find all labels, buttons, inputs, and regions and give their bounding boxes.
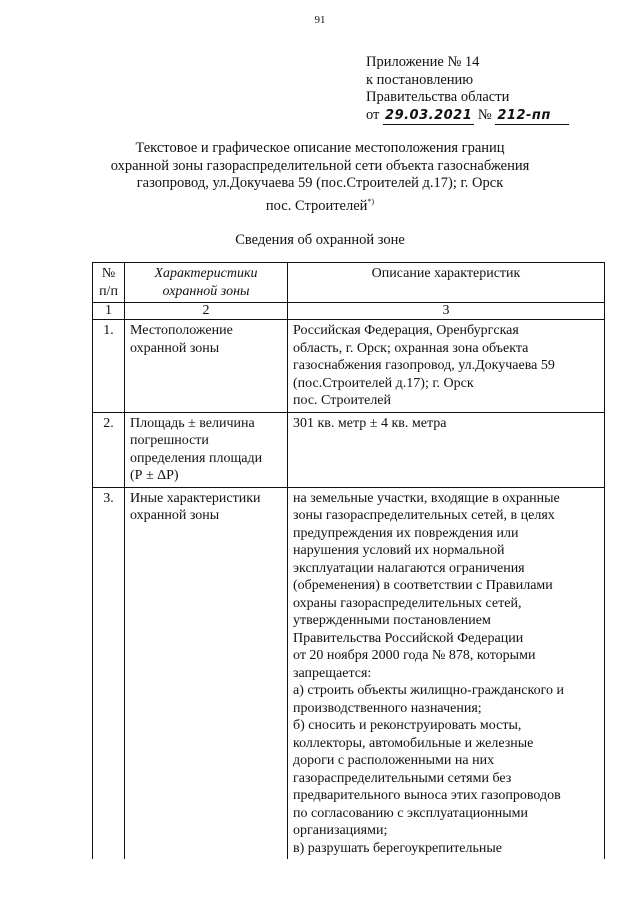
title-line-3: газопровод, ул.Докучаева 59 (пос.Строителей д.17); г. Орск bbox=[136, 175, 504, 191]
column-number-1: 1 bbox=[93, 303, 125, 320]
header-number: № п/п bbox=[93, 263, 125, 303]
description-line: от 20 ноября 2000 года № 878, которыми bbox=[293, 648, 536, 663]
row-number: 3. bbox=[93, 487, 125, 859]
description-line: б) сносить и реконструировать мосты, bbox=[293, 718, 522, 733]
column-number-row bbox=[93, 303, 605, 320]
handwritten-date: 29.03.2021 bbox=[383, 107, 474, 126]
characteristic-line: погрешности bbox=[130, 433, 209, 448]
table-row bbox=[93, 320, 605, 413]
appendix-line-1: Приложение № 14 bbox=[366, 54, 480, 70]
characteristic-line: (Р ± ΔР) bbox=[130, 468, 179, 483]
description-line: эксплуатации налагаются ограничения bbox=[293, 560, 525, 576]
title-line-4-text: пос. Строителей bbox=[265, 197, 368, 214]
date-prefix: от bbox=[366, 106, 380, 123]
description-line: коллекторы, автомобильные и железные bbox=[293, 735, 534, 751]
appendix-line-3: Правительства области bbox=[366, 89, 510, 105]
row-description bbox=[288, 487, 605, 859]
description-line: (пос.Строителей д.17); г. Орск bbox=[293, 375, 474, 391]
row-description bbox=[288, 320, 605, 413]
description-line: Правительства Российской Федерации bbox=[293, 630, 524, 646]
characteristic-line: определения площади bbox=[130, 450, 263, 466]
description-line: предупреждения их повреждения или bbox=[293, 525, 519, 541]
appendix-line-2: к постановлению bbox=[366, 71, 474, 88]
table-header-row bbox=[93, 263, 605, 303]
description-line: по согласованию с эксплуатационными bbox=[293, 805, 528, 821]
description-line: запрещается: bbox=[293, 665, 372, 681]
description-line: производственного назначения; bbox=[293, 700, 482, 716]
column-number-2: 2 bbox=[125, 303, 288, 320]
table-row bbox=[93, 412, 605, 487]
description-line: утвержденными постановлением bbox=[293, 613, 491, 628]
description-line: охраны газораспределительных сетей, bbox=[293, 595, 522, 611]
section-subtitle: Сведения об охранной зоне bbox=[235, 232, 405, 248]
row-description bbox=[288, 412, 605, 487]
description-line: пос. Строителей bbox=[293, 393, 392, 408]
row-number: 2. bbox=[93, 412, 125, 487]
characteristic-line: Иные характеристики bbox=[130, 490, 261, 506]
header-characteristics: Характеристики охранной зоны bbox=[125, 263, 288, 303]
appendix-block bbox=[366, 54, 569, 125]
description-line: (обременения) в соответствии с Правилами bbox=[293, 578, 553, 593]
row-characteristic: Местоположение охранной зоны bbox=[125, 320, 288, 413]
document-title bbox=[0, 140, 640, 215]
column-number-3: 3 bbox=[288, 303, 605, 320]
table-row bbox=[93, 487, 605, 859]
description-line: организациями; bbox=[293, 823, 388, 838]
description-line: область, г. Орск; охранная зона объекта bbox=[293, 340, 529, 356]
header-description: Описание характеристик bbox=[288, 263, 605, 303]
description-line: предварительного выноса этих газопроводов bbox=[293, 788, 561, 803]
row-characteristic bbox=[125, 487, 288, 859]
description-line: в) разрушать берегоукрепительные bbox=[293, 840, 503, 856]
characteristic-line: Площадь ± величина bbox=[130, 415, 255, 431]
description-line: зоны газораспределительных сетей, в целях bbox=[293, 508, 555, 523]
row-characteristic bbox=[125, 412, 288, 487]
row-number: 1. bbox=[93, 320, 125, 413]
handwritten-number: 212-пп bbox=[495, 107, 569, 126]
description-line: нарушения условий их нормальной bbox=[293, 543, 505, 558]
protected-zone-table bbox=[92, 262, 605, 859]
title-line-2: охранной зоны газораспределительной сети объекта газоснабжения bbox=[110, 157, 530, 174]
description-line: 301 кв. метр ± 4 кв. метра bbox=[293, 415, 447, 431]
description-line: на земельные участки, входящие в охранные bbox=[293, 490, 560, 506]
page-number: 91 bbox=[314, 14, 326, 26]
description-line: дороги с расположенными на них bbox=[293, 753, 495, 768]
title-line-4 bbox=[0, 193, 640, 215]
description-line: газораспределительными сетями без bbox=[293, 770, 512, 786]
description-line: газоснабжения газопровод, ул.Докучаева 59 bbox=[293, 358, 555, 373]
characteristic-line: охранной зоны bbox=[130, 508, 220, 523]
description-line: а) строить объекты жилищно-гражданского и bbox=[293, 683, 564, 698]
number-sign: № bbox=[477, 106, 492, 123]
appendix-date-line bbox=[366, 107, 569, 126]
description-line: Российская Федерация, Оренбургская bbox=[293, 323, 519, 338]
title-line-1: Текстовое и графическое описание местоположения границ bbox=[135, 140, 505, 156]
footnote-mark: *) bbox=[367, 196, 375, 206]
